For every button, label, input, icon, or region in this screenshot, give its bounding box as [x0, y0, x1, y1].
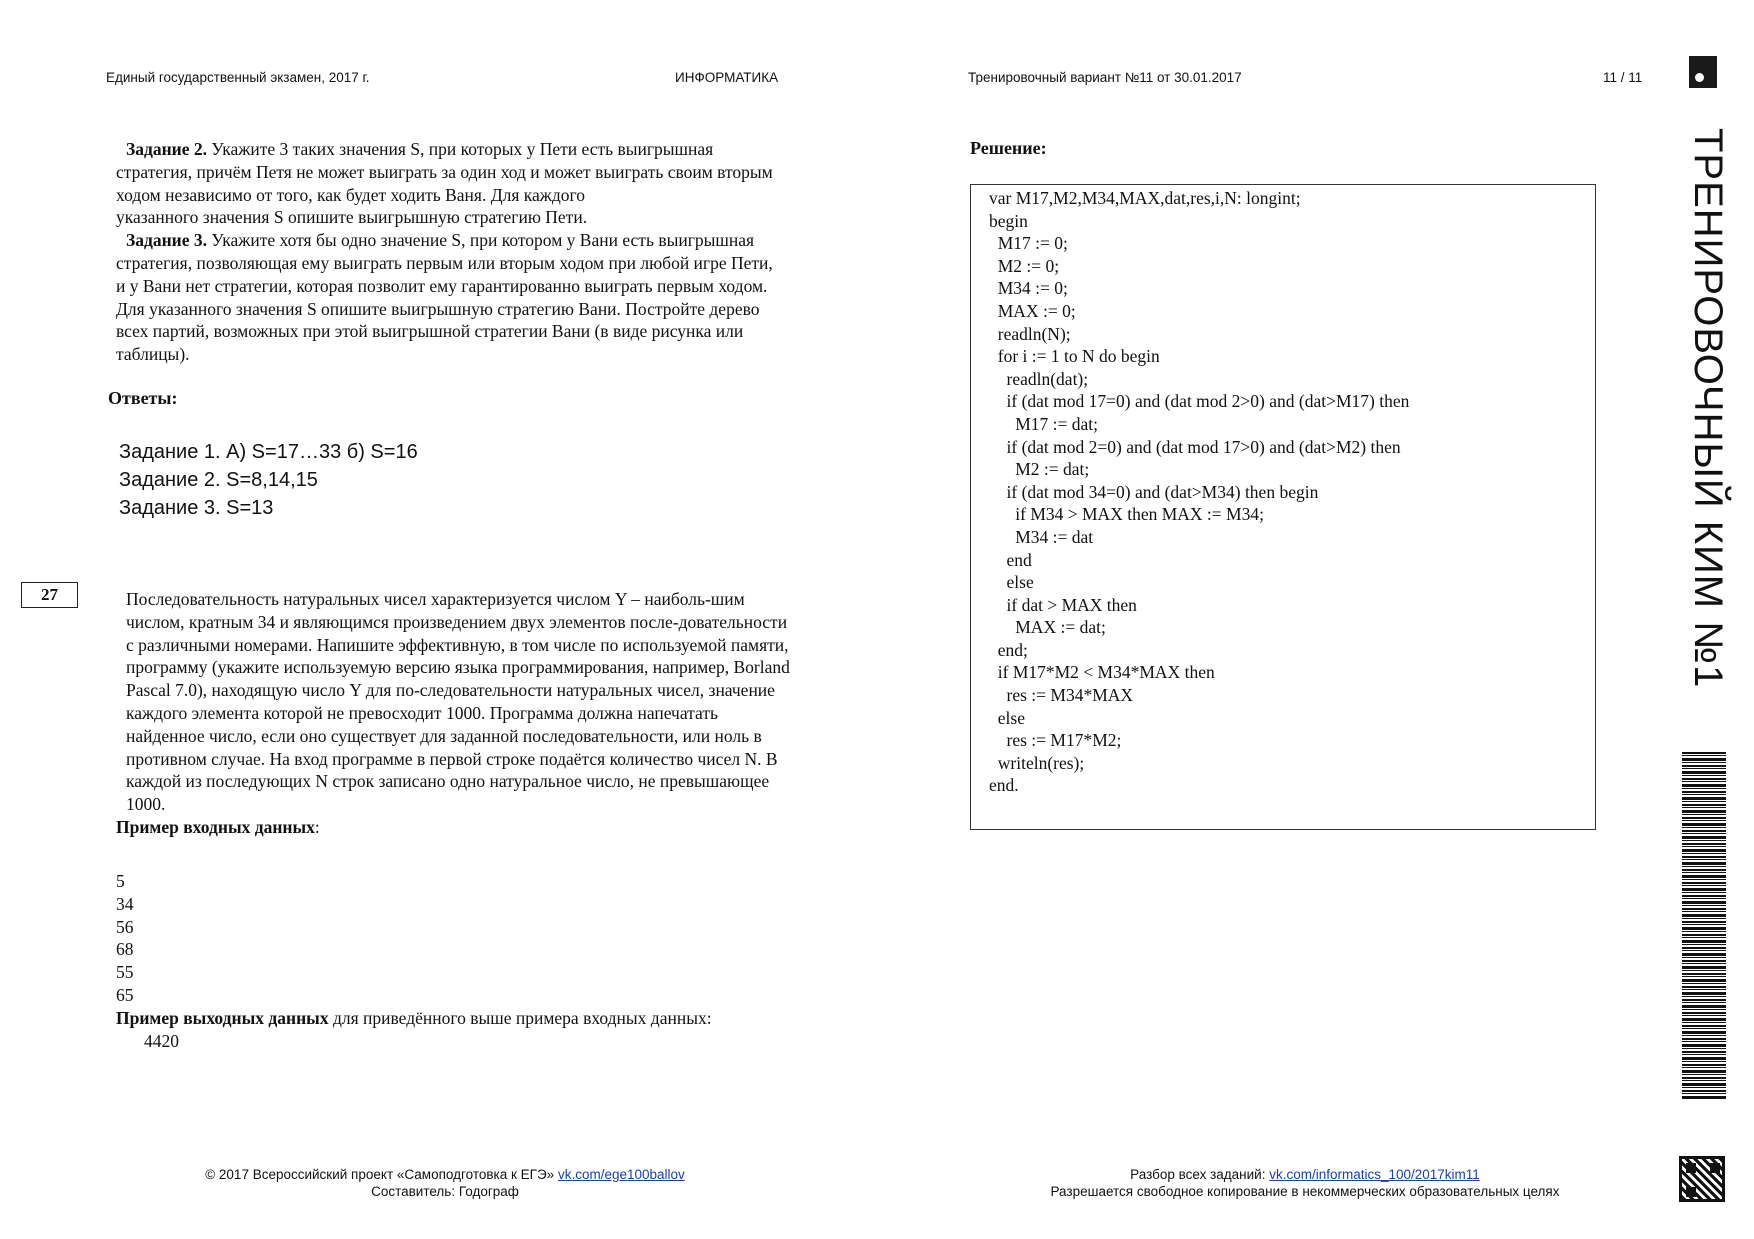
- footer-left-link[interactable]: vk.com/ege100ballov: [557, 1167, 685, 1182]
- corner-dot: [1695, 73, 1704, 82]
- code-line: M17 := 0;: [989, 233, 1068, 254]
- task-number-box: 27: [21, 582, 78, 608]
- task27-statement: [116, 588, 792, 839]
- input-example-colon: :: [314, 816, 320, 837]
- footer-left: [150, 1166, 740, 1200]
- output-example-label: Пример выходных данных: [116, 1008, 329, 1028]
- code-line: readln(N);: [989, 323, 1071, 344]
- footer-right: [1000, 1166, 1610, 1200]
- input-value: 65: [116, 984, 134, 1005]
- footer-copyright: © 2017 Всероссийский проект «Самоподготовка к ЕГЭ»: [205, 1167, 558, 1182]
- answer-line: Задание 1. А) S=17…33 б) S=16: [119, 441, 418, 463]
- code-line: if (dat mod 34=0) and (dat>M34) then begin: [989, 481, 1319, 502]
- code-line: M2 := dat;: [989, 459, 1090, 480]
- qr-code: [1679, 1156, 1725, 1202]
- code-line: if (dat mod 2=0) and (dat mod 17>0) and (dat>M2) then: [989, 436, 1401, 457]
- code-line: else: [989, 572, 1034, 593]
- page-number: 11 / 11: [1603, 70, 1643, 85]
- code-line: end;: [989, 639, 1028, 660]
- input-value: 55: [116, 962, 134, 983]
- header-variant: Тренировочный вариант №11 от 30.01.2017: [968, 70, 1242, 85]
- corner-mark: [1689, 56, 1717, 88]
- code-line: readln(dat);: [989, 368, 1089, 389]
- code-line: MAX := 0;: [989, 300, 1076, 321]
- code-line: for i := 1 to N do begin: [989, 346, 1160, 367]
- header-subject: ИНФОРМАТИКА: [675, 70, 779, 85]
- code-line: end: [989, 549, 1032, 570]
- code-line: MAX := dat;: [989, 617, 1106, 638]
- side-title-text: ТРЕНИРОВОЧНЫЙ КИМ №1: [1686, 128, 1730, 689]
- input-example-heading: [116, 816, 792, 839]
- header-exam: Единый государственный экзамен, 2017 г.: [106, 70, 370, 85]
- footer-author: Составитель: Годограф: [371, 1184, 519, 1199]
- task3-text: Укажите хотя бы одно значение S, при котором у Вани есть выигрышная стратегия, позволяющая ему выиграть первым или вторым ходом при любой игре Пети, и у Вани нет стратегии, которая позволит ему гарантированно выиграть первым ходом. Для указанного значения S опишите выигрышную стратегию Вани. Постройте дерево всех партий, возможных при этой выигрышной стратегии Вани (в виде рисунка или таблицы).: [116, 230, 773, 365]
- code-line: writeln(res);: [989, 752, 1085, 773]
- footer-right-link[interactable]: vk.com/informatics_100/2017kim11: [1269, 1167, 1480, 1182]
- answers-list: [119, 438, 418, 522]
- solution-heading: Решение:: [970, 138, 1047, 158]
- task3-label: Задание 3.: [126, 230, 208, 251]
- footer-review: Разбор всех заданий:: [1130, 1167, 1270, 1182]
- footer-note: Разрешается свободное копирование в некоммерческих образовательных целях: [1050, 1184, 1560, 1199]
- solution-code: [989, 187, 1409, 797]
- input-value: 5: [116, 871, 125, 891]
- task2-label: Задание 2.: [126, 139, 208, 159]
- code-line: M34 := 0;: [989, 278, 1068, 299]
- input-value: 56: [116, 916, 134, 937]
- task2-paragraph: [116, 138, 786, 206]
- task2-text2: указанного значения S опишите выигрышную стратегию Пети.: [116, 207, 588, 228]
- input-value: 34: [116, 893, 134, 914]
- answer-line: Задание 3. S=13: [119, 497, 274, 519]
- barcode: [1682, 752, 1726, 1100]
- footer-right-line: [1000, 1166, 1610, 1183]
- code-line: end.: [989, 775, 1019, 796]
- task2-text: Укажите 3 таких значения S, при которых у Пети есть выигрышная стратегия, причём Петя не может выиграть за один ход и может выиграть своим вторым ходом независимо от того, как будет ходить Ваня. Для каждого: [116, 139, 773, 205]
- code-line: M34 := dat: [989, 526, 1094, 547]
- footer-left-line: [150, 1166, 740, 1183]
- input-value: 68: [116, 939, 134, 960]
- code-line: if M34 > MAX then MAX := M34;: [989, 504, 1264, 525]
- code-line: if M17*M2 < M34*MAX then: [989, 662, 1215, 683]
- task3-paragraph: [116, 229, 786, 366]
- code-line: begin: [989, 210, 1028, 231]
- output-example: [116, 1007, 792, 1053]
- code-line: M2 := 0;: [989, 255, 1060, 276]
- code-line: if (dat mod 17=0) and (dat mod 2>0) and (dat>M17) then: [989, 391, 1410, 412]
- code-line: else: [989, 707, 1025, 728]
- answer-line: Задание 2. S=8,14,15: [119, 469, 318, 491]
- task27-text: Последовательность натуральных чисел характеризуется числом Y – наиболь-шим числом, кратным 34 и являющимся произведением двух элементов после-довательности с различными номерами. Напишите эффективную, в том числе по используемой памяти, программу (укажите используемую версию языка программирования, например, Borland Pascal 7.0), находящую число Y для по-следовательности натуральных чисел, значение каждого элемента которой не превосходит 1000. Программа должна напечатать найденное число, если оно существует для заданной последовательности, или ноль в противном случае. На вход программе в первой строке подаётся количество чисел N. В каждой из последующих N строк записано одно натуральное число, не превышающее 1000.: [126, 589, 790, 815]
- tasks-2-3: [116, 138, 786, 366]
- solution-code-box: [970, 184, 1596, 830]
- code-line: if dat > MAX then: [989, 594, 1137, 615]
- code-line: res := M34*MAX: [989, 685, 1134, 706]
- code-line: var M17,M2,M34,MAX,dat,res,i,N: longint;: [989, 188, 1301, 208]
- output-value: 4420: [144, 1030, 179, 1051]
- input-example-label: Пример входных данных: [116, 816, 315, 837]
- code-line: M17 := dat;: [989, 413, 1099, 434]
- output-example-heading: [116, 1007, 792, 1030]
- side-title: [1674, 128, 1734, 689]
- output-example-rest: для приведённого выше примера входных данных:: [328, 1008, 712, 1028]
- code-line: res := M17*M2;: [989, 730, 1122, 751]
- input-example-values: [116, 870, 134, 1007]
- answers-heading: Ответы:: [108, 388, 178, 408]
